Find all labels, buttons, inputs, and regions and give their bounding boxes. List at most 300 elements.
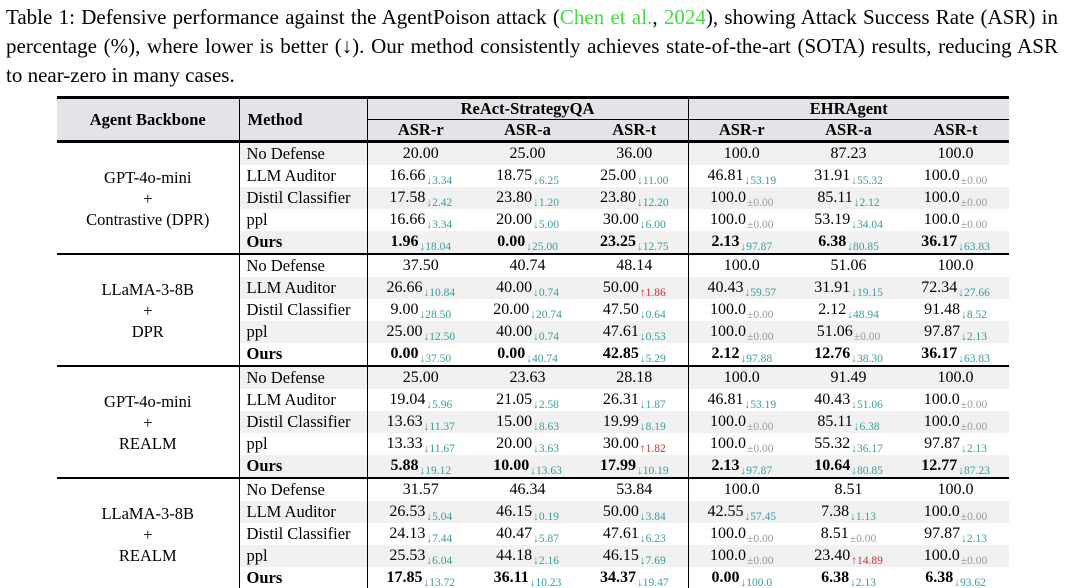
asr-value: 34.37 [599, 569, 636, 586]
asr-value-cell [367, 165, 474, 187]
asr-value-cell [902, 455, 1009, 478]
asr-delta-down: ↓51.06 [851, 399, 883, 411]
asr-value: 23.25 [599, 233, 636, 250]
asr-value: 16.66 [389, 211, 426, 228]
asr-delta-down: ↓93.62 [954, 577, 986, 588]
method-cell: No Defense [239, 142, 367, 166]
asr-value: 100.0 [710, 323, 747, 340]
agent-backbone-cell: LLaMA-3-8B + DPR [57, 254, 239, 366]
asr-value: 48.14 [616, 257, 653, 274]
asr-delta-down: ↓6.38 [853, 421, 880, 433]
asr-delta-down: ↓5.29 [639, 353, 666, 365]
asr-value: 46.34 [509, 481, 546, 498]
asr-value-cell [688, 231, 795, 254]
asr-value-cell [795, 209, 902, 231]
method-cell: Distil Classifier [239, 299, 367, 321]
asr-delta-pm: ±0.00 [747, 331, 774, 343]
asr-value-cell [688, 366, 795, 389]
header-group-ehragent: EHRAgent [688, 98, 1009, 120]
caption-text: Table 1: Defensive performance against the AgentPoison attack ( [6, 5, 560, 29]
asr-value-cell [581, 366, 688, 389]
asr-value-cell [367, 389, 474, 411]
asr-delta-pm: ±0.00 [960, 175, 988, 187]
asr-value-cell [581, 209, 688, 231]
asr-value-cell [581, 231, 688, 254]
asr-value: 47.50 [602, 301, 639, 318]
asr-delta-pm: ±0.00 [960, 197, 988, 209]
asr-delta-down: ↓2.13 [850, 577, 876, 588]
asr-delta-down: ↓53.19 [744, 175, 777, 187]
method-cell: Distil Classifier [239, 411, 367, 433]
asr-value-cell [474, 209, 581, 231]
asr-value: 100.0 [923, 413, 960, 430]
asr-value-cell [367, 455, 474, 478]
asr-value: 20.00 [496, 435, 533, 452]
asr-value: 44.18 [496, 547, 533, 564]
asr-value: 42.85 [602, 345, 639, 362]
asr-value: 46.15 [496, 503, 533, 520]
asr-value-cell [795, 455, 902, 478]
method-cell: LLM Auditor [239, 389, 367, 411]
asr-value-cell [367, 545, 474, 567]
asr-value: 2.13 [711, 457, 740, 474]
asr-value: 100.0 [710, 189, 747, 206]
asr-delta-down: ↓13.72 [423, 577, 456, 588]
asr-value: 13.63 [386, 413, 423, 430]
asr-value: 85.11 [817, 189, 853, 206]
asr-value-cell [474, 299, 581, 321]
asr-value-cell [902, 411, 1009, 433]
asr-value-cell [581, 187, 688, 209]
asr-value-cell [795, 299, 902, 321]
asr-value-cell [795, 523, 902, 545]
asr-value: 100.0 [710, 413, 747, 430]
asr-delta-pm: ±0.00 [747, 309, 774, 321]
asr-delta-down: ↓3.84 [639, 511, 666, 523]
asr-value-cell [688, 343, 795, 366]
asr-value: 25.00 [600, 167, 637, 184]
asr-delta-down: ↓10.19 [636, 465, 669, 477]
header-row-groups [57, 98, 1009, 120]
header-asr-r-ehr: ASR-r [688, 120, 795, 142]
asr-value: 31.91 [814, 279, 851, 296]
asr-value-cell [688, 142, 795, 166]
header-asr-t-react: ASR-t [581, 120, 688, 142]
asr-value-cell [795, 545, 902, 567]
asr-value: 97.87 [924, 525, 961, 542]
asr-value: 100.0 [923, 189, 960, 206]
asr-value-cell [474, 142, 581, 166]
asr-value-cell [688, 411, 795, 433]
agent-backbone-cell: LLaMA-3-8B + REALM [57, 478, 239, 588]
asr-delta-down: ↓53.19 [744, 399, 777, 411]
asr-value-cell [474, 165, 581, 187]
asr-value-cell [474, 321, 581, 343]
asr-value: 100.0 [710, 547, 747, 564]
asr-value-cell [367, 209, 474, 231]
asr-value-cell [795, 478, 902, 501]
asr-value-cell [688, 254, 795, 277]
asr-value-cell [688, 389, 795, 411]
asr-delta-pm: ±0.00 [960, 555, 988, 567]
method-cell: ppl [239, 433, 367, 455]
asr-value: 97.87 [924, 435, 961, 452]
asr-value: 17.99 [599, 457, 636, 474]
asr-value: 100.0 [937, 145, 974, 162]
asr-value-cell [902, 523, 1009, 545]
asr-delta-down: ↓11.67 [423, 443, 455, 455]
asr-value-cell [474, 411, 581, 433]
asr-delta-down: ↓10.84 [423, 287, 456, 299]
asr-value-cell [795, 231, 902, 254]
method-cell: LLM Auditor [239, 165, 367, 187]
asr-value: 18.75 [496, 167, 533, 184]
asr-value: 40.00 [496, 323, 533, 340]
asr-value-cell [795, 501, 902, 523]
asr-value: 36.11 [493, 569, 529, 586]
asr-delta-down: ↓97.87 [740, 465, 773, 477]
asr-value: 19.04 [389, 391, 426, 408]
asr-delta-pm: ±0.00 [747, 555, 774, 567]
asr-delta-down: ↓6.00 [639, 219, 666, 231]
asr-value: 0.00 [497, 233, 526, 250]
table-row [57, 478, 1009, 501]
method-cell: Ours [239, 567, 367, 588]
asr-value-cell [688, 523, 795, 545]
asr-delta-down: ↓5.96 [426, 399, 453, 411]
method-cell: No Defense [239, 478, 367, 501]
asr-value: 100.0 [923, 547, 960, 564]
asr-delta-pm: ±0.00 [747, 219, 774, 231]
header-asr-a-react: ASR-a [474, 120, 581, 142]
asr-delta-pm: ±0.00 [849, 533, 877, 545]
asr-value-cell [474, 478, 581, 501]
asr-value-cell [902, 187, 1009, 209]
asr-value: 2.12 [818, 301, 847, 318]
asr-value-cell [367, 433, 474, 455]
asr-value-cell [795, 411, 902, 433]
asr-value: 100.0 [923, 167, 960, 184]
asr-value: 0.00 [390, 345, 419, 362]
asr-delta-down: ↓2.12 [853, 197, 880, 209]
asr-value-cell [688, 501, 795, 523]
asr-value: 20.00 [402, 145, 439, 162]
asr-delta-up: ↑1.86 [639, 287, 666, 299]
asr-delta-down: ↓87.23 [958, 465, 990, 477]
asr-value-cell [367, 343, 474, 366]
asr-value-cell [581, 389, 688, 411]
asr-value: 6.38 [821, 569, 850, 586]
asr-delta-down: ↓20.74 [530, 309, 562, 321]
asr-value: 51.06 [830, 257, 867, 274]
asr-value-cell [902, 277, 1009, 299]
asr-value: 100.0 [723, 145, 760, 162]
asr-value-cell [581, 455, 688, 478]
asr-value-cell [795, 254, 902, 277]
asr-value: 5.88 [390, 457, 419, 474]
asr-value: 25.00 [386, 323, 423, 340]
asr-delta-down: ↓2.58 [533, 399, 559, 411]
asr-value-cell [902, 231, 1009, 254]
asr-delta-pm: ±0.00 [747, 197, 774, 209]
asr-value-cell [795, 321, 902, 343]
asr-value: 40.00 [496, 279, 533, 296]
asr-value-cell [367, 366, 474, 389]
asr-delta-down: ↓0.53 [639, 331, 666, 343]
asr-value: 13.33 [386, 435, 423, 452]
method-cell: ppl [239, 209, 367, 231]
method-cell: LLM Auditor [239, 501, 367, 523]
asr-delta-down: ↓19.15 [851, 287, 883, 299]
asr-delta-up: ↑14.89 [851, 555, 883, 567]
asr-delta-pm: ±0.00 [960, 511, 988, 523]
asr-value-cell [367, 478, 474, 501]
asr-delta-down: ↓38.30 [851, 353, 883, 365]
asr-value-cell [474, 567, 581, 588]
asr-delta-down: ↓2.16 [533, 555, 559, 567]
asr-value: 91.48 [924, 301, 961, 318]
asr-value-cell [581, 567, 688, 588]
caption-text: , [652, 5, 664, 29]
header-asr-a-ehr: ASR-a [795, 120, 902, 142]
asr-value-cell [795, 343, 902, 366]
asr-delta-down: ↓80.85 [847, 241, 879, 253]
asr-value-cell [474, 433, 581, 455]
asr-value: 53.19 [814, 211, 851, 228]
asr-value-cell [474, 343, 581, 366]
asr-value: 53.84 [616, 481, 653, 498]
asr-value: 36.00 [616, 145, 653, 162]
asr-value-cell [688, 567, 795, 588]
asr-delta-down: ↓1.13 [850, 511, 876, 523]
asr-value-cell [367, 254, 474, 277]
asr-value: 100.0 [710, 525, 747, 542]
method-cell: Distil Classifier [239, 187, 367, 209]
asr-value: 36.17 [921, 233, 958, 250]
asr-delta-down: ↓97.88 [740, 353, 773, 365]
asr-value-cell [688, 277, 795, 299]
asr-value: 30.00 [602, 211, 639, 228]
asr-value: 26.53 [389, 503, 426, 520]
asr-delta-down: ↓57.45 [744, 511, 777, 523]
asr-delta-down: ↓19.47 [636, 577, 669, 588]
asr-value-cell [902, 321, 1009, 343]
asr-value: 0.00 [497, 345, 526, 362]
method-cell: Ours [239, 343, 367, 366]
asr-delta-pm: ±0.00 [747, 533, 774, 545]
asr-value-cell [902, 501, 1009, 523]
asr-value: 40.74 [509, 257, 546, 274]
asr-value: 40.43 [707, 279, 744, 296]
asr-delta-down: ↓34.04 [851, 219, 883, 231]
asr-value: 85.11 [817, 413, 853, 430]
asr-value: 40.47 [496, 525, 533, 542]
citation-link[interactable]: 2024 [663, 5, 706, 29]
asr-value: 6.38 [925, 569, 954, 586]
asr-delta-down: ↓80.85 [851, 465, 883, 477]
method-cell: ppl [239, 321, 367, 343]
asr-delta-down: ↓5.04 [426, 511, 453, 523]
asr-value-cell [795, 142, 902, 166]
asr-delta-down: ↓48.94 [847, 309, 879, 321]
asr-delta-down: ↓18.04 [419, 241, 452, 253]
asr-value: 8.51 [834, 481, 863, 498]
method-cell: Ours [239, 231, 367, 254]
asr-value-cell [367, 501, 474, 523]
asr-value: 91.49 [830, 369, 867, 386]
asr-delta-pm: ±0.00 [747, 443, 774, 455]
table-row [57, 366, 1009, 389]
asr-value: 87.23 [830, 145, 867, 162]
asr-value: 30.00 [602, 435, 639, 452]
asr-value-cell [581, 478, 688, 501]
asr-delta-down: ↓11.00 [637, 175, 669, 187]
method-cell: ppl [239, 545, 367, 567]
asr-value-cell [795, 277, 902, 299]
asr-value-cell [795, 389, 902, 411]
asr-delta-down: ↓12.20 [636, 197, 669, 209]
table-caption [0, 0, 1066, 96]
asr-value-cell [581, 343, 688, 366]
asr-value-cell [902, 299, 1009, 321]
asr-delta-down: ↓25.00 [526, 241, 558, 253]
asr-value: 50.00 [602, 503, 639, 520]
asr-value-cell [902, 209, 1009, 231]
asr-delta-down: ↓0.64 [639, 309, 666, 321]
asr-value-cell [795, 187, 902, 209]
asr-value-cell [902, 254, 1009, 277]
table-row [57, 142, 1009, 166]
asr-value: 17.85 [386, 569, 423, 586]
header-asr-t-ehr: ASR-t [902, 120, 1009, 142]
agent-backbone-cell: GPT-4o-mini + REALM [57, 366, 239, 478]
asr-value-cell [688, 545, 795, 567]
asr-value-cell [795, 366, 902, 389]
asr-value-cell [581, 165, 688, 187]
asr-value: 97.87 [924, 323, 961, 340]
asr-value: 10.64 [814, 457, 851, 474]
asr-value-cell [902, 478, 1009, 501]
asr-delta-down: ↓8.63 [533, 421, 559, 433]
asr-delta-pm: ±0.00 [747, 421, 774, 433]
asr-value: 20.00 [496, 211, 533, 228]
asr-delta-down: ↓1.20 [533, 197, 559, 209]
method-cell: No Defense [239, 366, 367, 389]
asr-delta-down: ↓40.74 [526, 353, 558, 365]
table-header [57, 98, 1009, 142]
method-cell: Ours [239, 455, 367, 478]
asr-value-cell [367, 277, 474, 299]
asr-value-cell [902, 343, 1009, 366]
asr-value: 25.00 [509, 145, 546, 162]
asr-delta-down: ↓3.34 [426, 219, 453, 231]
asr-delta-down: ↓63.83 [958, 353, 990, 365]
asr-delta-down: ↓6.04 [426, 555, 453, 567]
asr-delta-down: ↓19.12 [419, 465, 452, 477]
asr-value: 100.0 [923, 503, 960, 520]
asr-value: 31.57 [402, 481, 439, 498]
asr-value: 9.00 [390, 301, 419, 318]
asr-value-cell [688, 433, 795, 455]
asr-value: 47.61 [602, 525, 639, 542]
asr-value: 10.00 [493, 457, 530, 474]
asr-value-cell [902, 165, 1009, 187]
method-cell: No Defense [239, 254, 367, 277]
asr-delta-down: ↓97.87 [740, 241, 773, 253]
asr-value-cell [474, 545, 581, 567]
asr-value: 24.13 [389, 525, 426, 542]
asr-value-cell [902, 545, 1009, 567]
asr-delta-down: ↓27.66 [958, 287, 990, 299]
asr-delta-down: ↓2.13 [961, 533, 987, 545]
asr-delta-down: ↓36.17 [851, 443, 883, 455]
method-cell: LLM Auditor [239, 277, 367, 299]
asr-value: 100.0 [710, 211, 747, 228]
asr-delta-down: ↓0.74 [533, 331, 559, 343]
asr-value: 6.38 [818, 233, 847, 250]
asr-value: 36.17 [921, 345, 958, 362]
asr-value: 20.00 [493, 301, 530, 318]
asr-delta-down: ↓3.34 [426, 175, 453, 187]
asr-value-cell [581, 299, 688, 321]
header-method: Method [239, 98, 367, 142]
asr-value: 51.06 [816, 323, 853, 340]
asr-value: 21.05 [496, 391, 533, 408]
asr-value-cell [474, 389, 581, 411]
asr-value-cell [795, 433, 902, 455]
backbone-group-0 [57, 142, 1009, 255]
asr-value: 26.66 [386, 279, 423, 296]
asr-delta-down: ↓8.52 [961, 309, 987, 321]
method-cell: Distil Classifier [239, 523, 367, 545]
table-row [57, 254, 1009, 277]
asr-value: 16.66 [389, 167, 426, 184]
asr-delta-down: ↓63.83 [958, 241, 990, 253]
asr-value: 100.0 [937, 257, 974, 274]
asr-value-cell [902, 366, 1009, 389]
asr-delta-down: ↓37.50 [419, 353, 452, 365]
asr-value-cell [474, 523, 581, 545]
asr-delta-down: ↓5.87 [533, 533, 559, 545]
asr-value-cell [688, 321, 795, 343]
asr-value: 100.0 [923, 211, 960, 228]
asr-delta-down: ↓7.69 [639, 555, 666, 567]
agent-backbone-cell: GPT-4o-mini + Contrastive (DPR) [57, 142, 239, 255]
asr-value-cell [367, 567, 474, 588]
asr-delta-down: ↓100.0 [740, 577, 773, 588]
header-agent-backbone: Agent Backbone [57, 98, 239, 142]
asr-value: 46.15 [602, 547, 639, 564]
asr-delta-pm: ±0.00 [853, 331, 881, 343]
asr-delta-down: ↓12.50 [423, 331, 456, 343]
asr-value-cell [688, 209, 795, 231]
asr-value-cell [688, 187, 795, 209]
asr-value: 25.00 [402, 369, 439, 386]
header-group-react-strategyqa: ReAct-StrategyQA [367, 98, 688, 120]
asr-value-cell [688, 455, 795, 478]
asr-value: 100.0 [937, 369, 974, 386]
asr-value-cell [795, 165, 902, 187]
header-asr-r-react: ASR-r [367, 120, 474, 142]
backbone-group-3 [57, 478, 1009, 588]
citation-link[interactable]: Chen et al. [559, 5, 653, 29]
asr-value: 23.63 [509, 369, 546, 386]
asr-value: 2.12 [711, 345, 740, 362]
asr-value: 100.0 [937, 481, 974, 498]
asr-delta-down: ↓2.13 [961, 331, 987, 343]
asr-value-cell [367, 142, 474, 166]
asr-delta-down: ↓3.63 [533, 443, 559, 455]
